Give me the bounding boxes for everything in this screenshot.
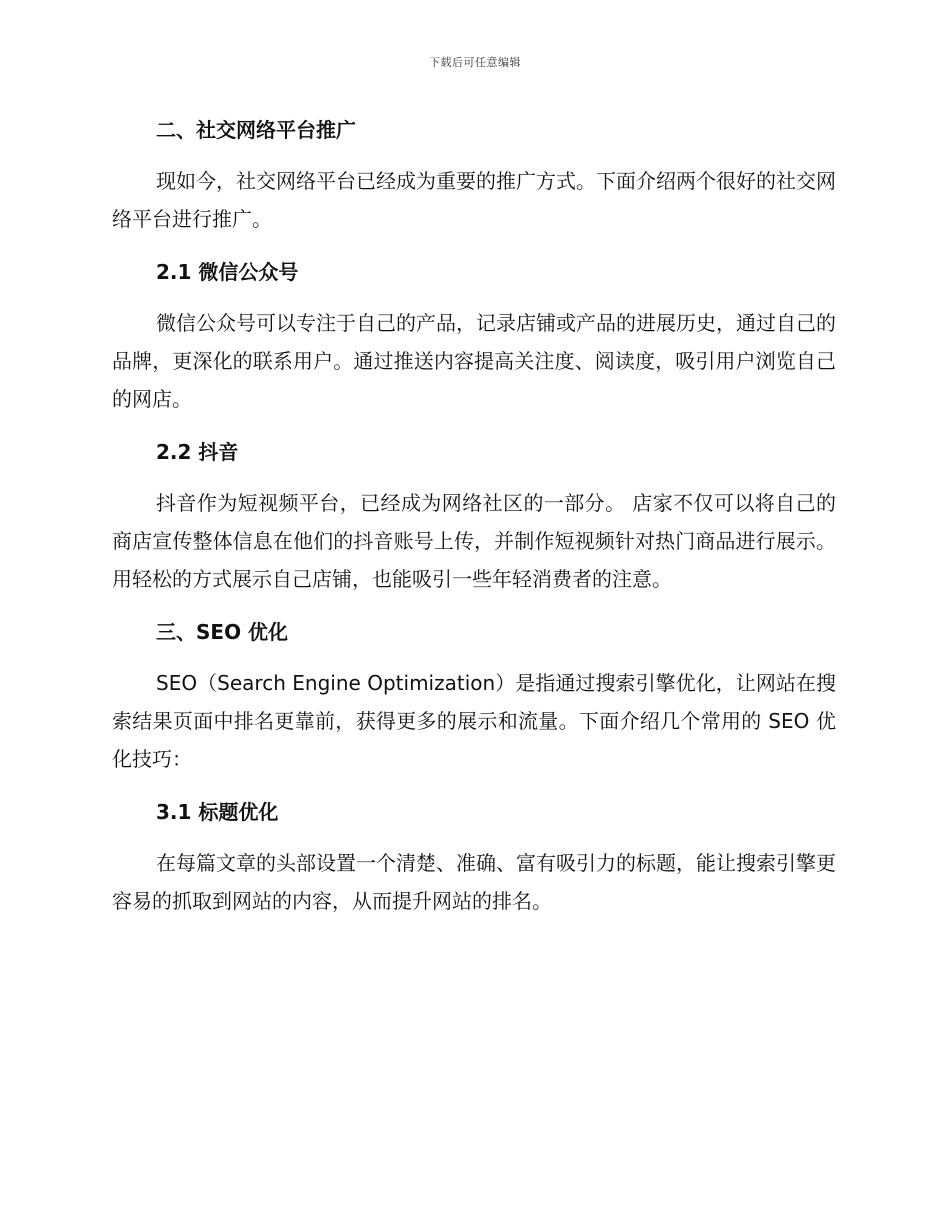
document-body — [112, 112, 836, 920]
section-paragraph: 在每篇文章的头部设置一个清楚、准确、富有吸引力的标题，能让搜索引擎更容易的抓取到网站的内容，从而提升网站的排名。 — [112, 851, 836, 913]
section-heading: 2.2 抖音 — [156, 440, 239, 464]
section-heading: 三、SEO 优化 — [156, 620, 289, 644]
section-paragraph: 现如今，社交网络平台已经成为重要的推广方式。下面介绍两个很好的社交网络平台进行推广。 — [112, 169, 836, 231]
section-paragraph: 抖音作为短视频平台，已经成为网络社区的一部分。 店家不仅可以将自己的商店宣传整体信息在他们的抖音账号上传，并制作短视频针对热门商品进行展示。用轻松的方式展示自己店铺，也能吸引一些年轻消费者的注意。 — [112, 491, 836, 591]
section-paragraph: 微信公众号可以专注于自己的产品，记录店铺或产品的进展历史，通过自己的品牌，更深化的联系用户。通过推送内容提高关注度、阅读度，吸引用户浏览自己的网店。 — [112, 311, 836, 411]
section-heading: 3.1 标题优化 — [156, 800, 279, 824]
section-heading: 2.1 微信公众号 — [156, 260, 299, 284]
section-paragraph: SEO（Search Engine Optimization）是指通过搜索引擎优化，让网站在搜索结果页面中排名更靠前，获得更多的展示和流量。下面介绍几个常用的 SEO 优化技巧： — [112, 671, 836, 771]
section-heading: 二、社交网络平台推广 — [156, 118, 356, 142]
page-header: 下载后可任意编辑 — [429, 56, 521, 69]
